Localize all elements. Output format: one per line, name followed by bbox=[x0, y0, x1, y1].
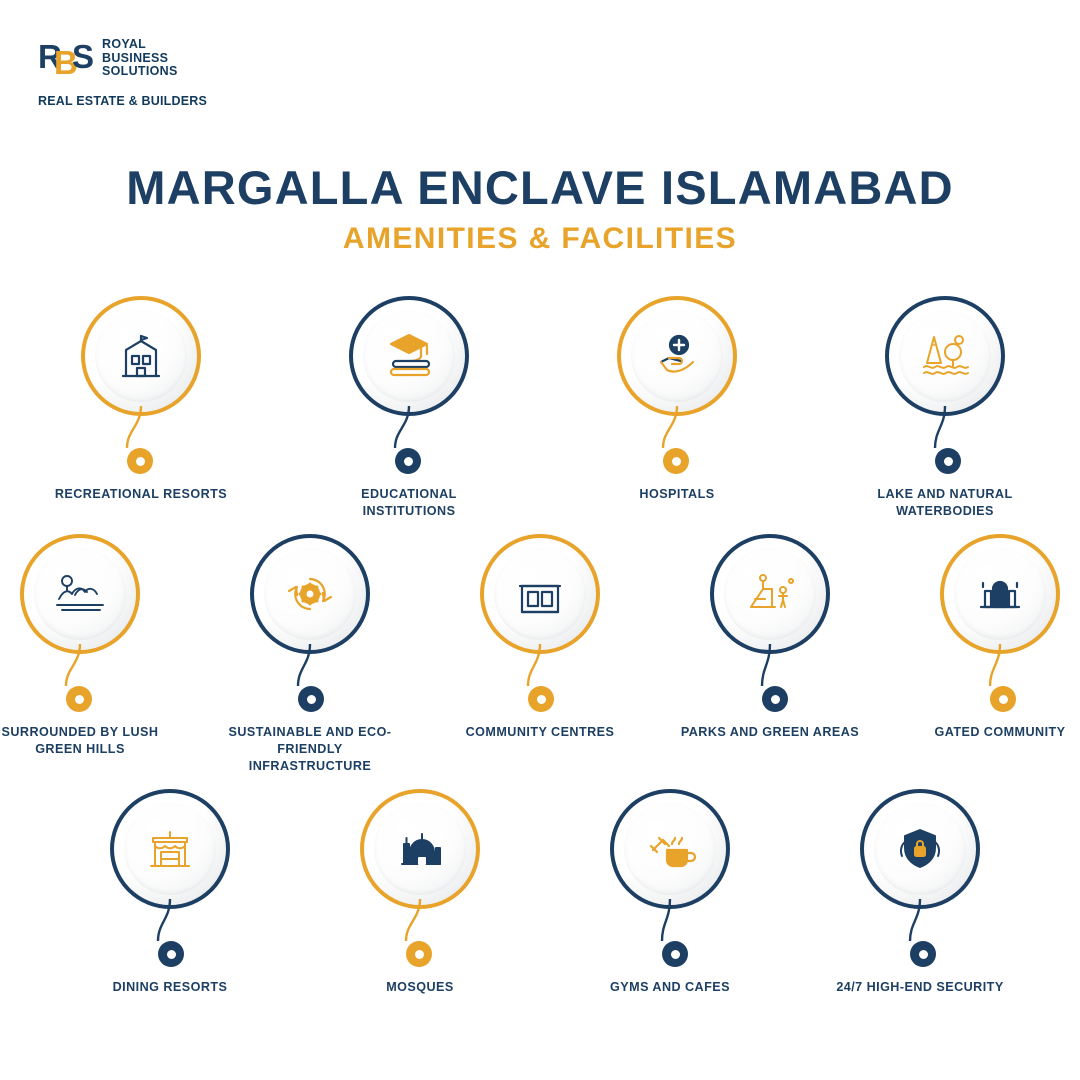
amenity-surrounded-by-lush-green-hills[interactable] bbox=[0, 534, 166, 758]
amenity-label: PARKS AND GREEN AREAS bbox=[680, 725, 860, 739]
pin-dot bbox=[935, 448, 961, 474]
amenity-hospitals[interactable] bbox=[591, 296, 763, 503]
amenity-label: GATED COMMUNITY bbox=[934, 725, 1066, 739]
pin-bubble bbox=[940, 534, 1060, 654]
amenity-label: DINING RESORTS bbox=[112, 980, 228, 994]
pin-bubble bbox=[885, 296, 1005, 416]
amenities-row-1 bbox=[6, 296, 1080, 520]
dumbbell-coffee-icon bbox=[624, 803, 716, 895]
logo-monogram-icon bbox=[38, 34, 96, 92]
restaurant-storefront-icon bbox=[124, 803, 216, 895]
graduation-cap-books-icon bbox=[363, 310, 455, 402]
pin-bubble bbox=[349, 296, 469, 416]
pin-bubble bbox=[250, 534, 370, 654]
amenity-community-centres[interactable] bbox=[454, 534, 626, 741]
amenities-row-3 bbox=[10, 789, 1080, 996]
amenity-label: GYMS AND CAFES bbox=[610, 980, 730, 994]
logo-wordmark bbox=[102, 34, 178, 79]
pin-dot bbox=[298, 686, 324, 712]
pin-dot bbox=[127, 448, 153, 474]
pin-bubble bbox=[617, 296, 737, 416]
pin-dot bbox=[910, 941, 936, 967]
amenity-label: COMMUNITY CENTRES bbox=[465, 725, 615, 739]
amenity-educational-institutions[interactable] bbox=[323, 296, 495, 520]
pin-bubble bbox=[710, 534, 830, 654]
pin-bubble bbox=[20, 534, 140, 654]
logo-line-2: BUSINESS bbox=[102, 50, 169, 65]
amenity-recreational-resorts[interactable] bbox=[55, 296, 227, 503]
amenity-label: HOSPITALS bbox=[639, 487, 715, 501]
pin-bubble bbox=[360, 789, 480, 909]
pin-bubble bbox=[860, 789, 980, 909]
pin-bubble bbox=[480, 534, 600, 654]
amenity-label: 24/7 HIGH-END SECURITY bbox=[836, 980, 1004, 994]
svg-text:S: S bbox=[72, 38, 95, 75]
amenity-gyms-and-cafes[interactable] bbox=[584, 789, 756, 996]
gate-entrance-icon bbox=[954, 548, 1046, 640]
pin-dot bbox=[528, 686, 554, 712]
page-subtitle: AMENITIES & FACILITIES bbox=[342, 222, 738, 255]
amenity-dining-resorts[interactable] bbox=[84, 789, 256, 996]
amenity-label: LAKE AND NATURAL WATERBODIES bbox=[877, 487, 1013, 518]
amenity-sustainable-eco-friendly-infrastructure[interactable] bbox=[224, 534, 396, 775]
amenities-grid bbox=[0, 296, 1080, 996]
logo-line-3: SOLUTIONS bbox=[102, 64, 178, 79]
medical-care-hand-icon bbox=[631, 310, 723, 402]
amenity-gated-community[interactable] bbox=[914, 534, 1080, 741]
pin-dot bbox=[990, 686, 1016, 712]
amenity-label: SURROUNDED BY LUSH GREEN HILLS bbox=[1, 725, 159, 756]
playground-slide-icon bbox=[724, 548, 816, 640]
amenity-label: EDUCATIONAL INSTITUTIONS bbox=[361, 487, 457, 518]
pin-bubble bbox=[110, 789, 230, 909]
pin-dot bbox=[762, 686, 788, 712]
pin-bubble bbox=[81, 296, 201, 416]
brand-logo bbox=[38, 34, 207, 108]
lake-trees-icon bbox=[899, 310, 991, 402]
resort-building-icon bbox=[95, 310, 187, 402]
pin-dot bbox=[66, 686, 92, 712]
amenity-label: SUSTAINABLE AND ECO-FRIENDLY INFRASTRUCTURE bbox=[228, 725, 392, 773]
community-centre-icon bbox=[494, 548, 586, 640]
amenity-parks-and-green-areas[interactable] bbox=[680, 534, 860, 741]
svg-text:R: R bbox=[38, 38, 62, 75]
pin-bubble bbox=[610, 789, 730, 909]
amenity-mosques[interactable] bbox=[334, 789, 506, 996]
mosque-icon bbox=[374, 803, 466, 895]
pin-dot bbox=[395, 448, 421, 474]
amenity-label: MOSQUES bbox=[386, 980, 454, 994]
pin-dot bbox=[662, 941, 688, 967]
pin-dot bbox=[663, 448, 689, 474]
security-shield-icon bbox=[874, 803, 966, 895]
green-hills-icon bbox=[34, 548, 126, 640]
logo-tagline: REAL ESTATE & BUILDERS bbox=[38, 94, 207, 108]
svg-text:B: B bbox=[54, 44, 78, 81]
amenity-label: RECREATIONAL RESORTS bbox=[54, 487, 228, 501]
eco-recycle-gear-icon bbox=[264, 548, 356, 640]
page-title: MARGALLA ENCLAVE ISLAMABAD bbox=[126, 161, 954, 214]
amenity-247-high-end-security[interactable] bbox=[834, 789, 1006, 996]
pin-dot bbox=[158, 941, 184, 967]
pin-dot bbox=[406, 941, 432, 967]
amenity-lake-and-natural-waterbodies[interactable] bbox=[859, 296, 1031, 520]
amenities-row-2 bbox=[0, 534, 1080, 775]
logo-line-1: ROYAL bbox=[102, 37, 147, 51]
